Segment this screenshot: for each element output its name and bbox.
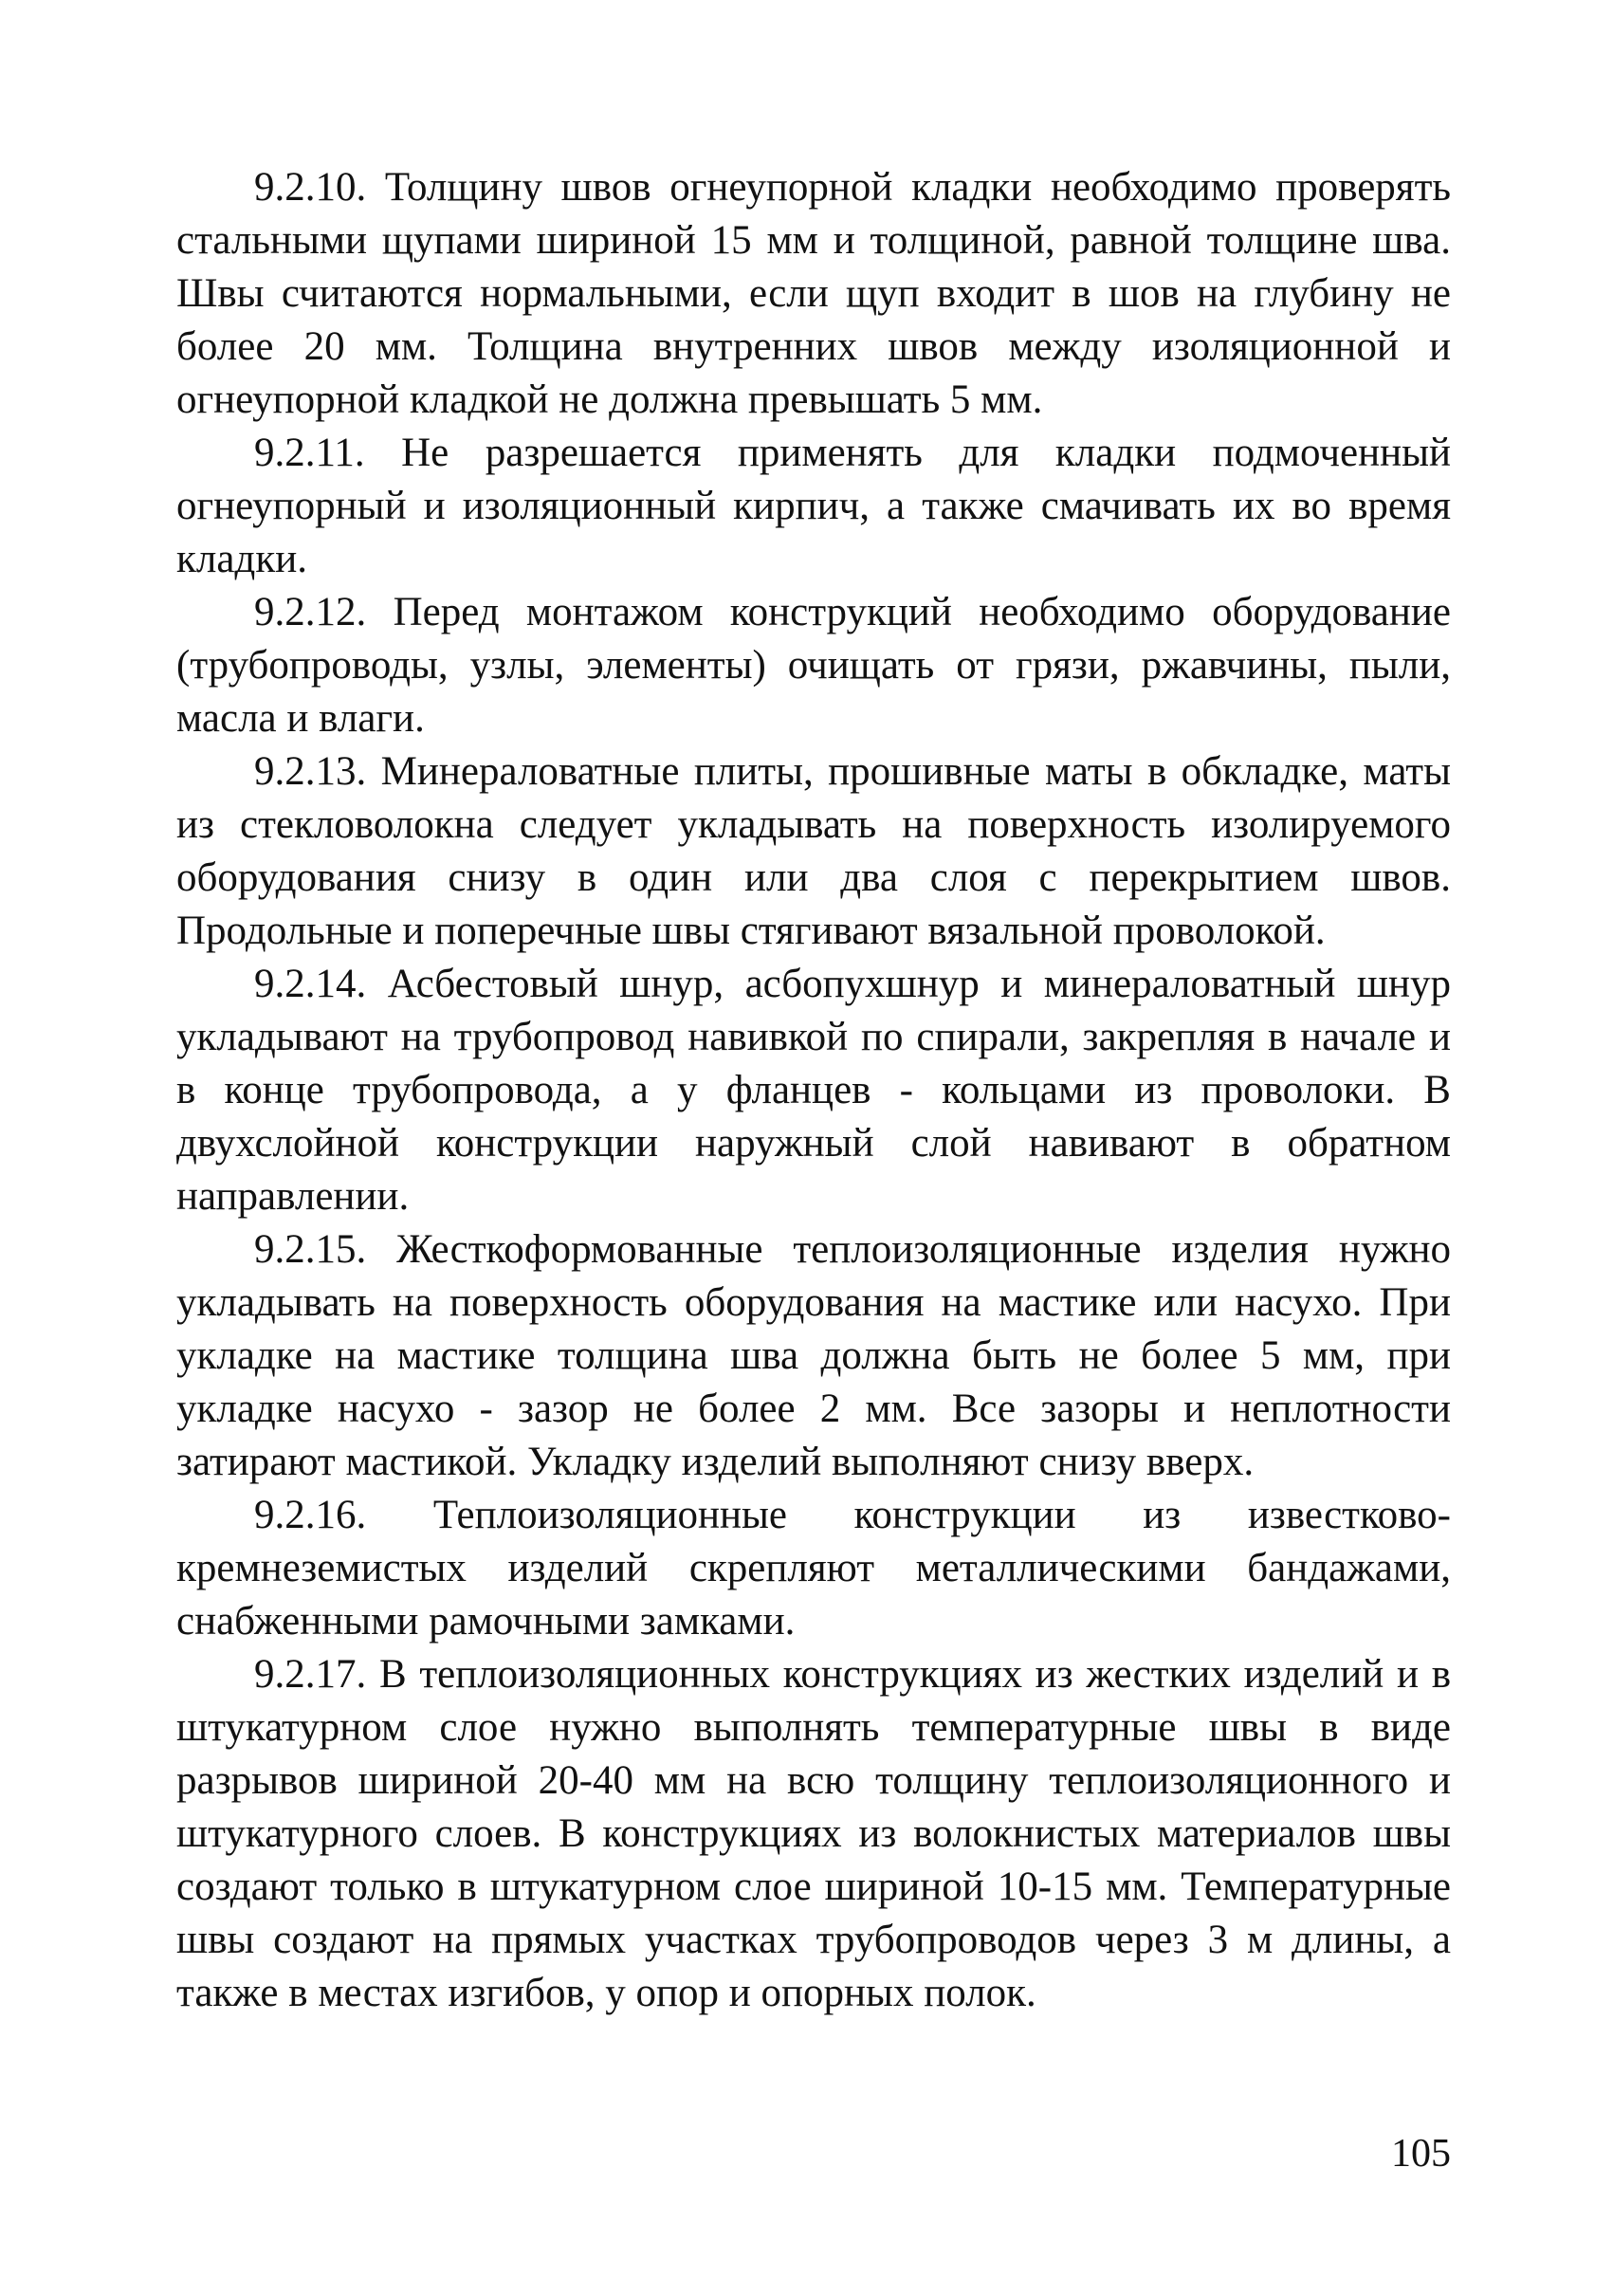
paragraph-9-2-12: 9.2.12. Перед монтажом конструкций необходимо оборудование (трубопроводы, узлы, элементы) очищать от грязи, ржавчины, пыли, масла и влаги. <box>176 590 1451 741</box>
paragraph-9-2-10: 9.2.10. Толщину швов огнеупорной кладки необходимо проверять стальными щупами шириной 15 мм и толщиной, равной толщине шва. Швы считаются нормальными, если щуп входит в шов на глубину не более 20 мм. Толщина внутренних швов между изоляционной и огнеупорной кладкой не должна превышать 5 мм. <box>176 165 1451 422</box>
paragraph-9-2-14: 9.2.14. Асбестовый шнур, асбопухшнур и минераловатный шнур укладывают на трубопровод навивкой по спирали, закрепляя в начале и в конце трубопровода, а у фланцев - кольцами из проволоки. В двухслойной конструкции наружный слой навивают в обратном направлении. <box>176 962 1451 1219</box>
paragraph-9-2-17: 9.2.17. В теплоизоляционных конструкциях из жестких изделий и в штукатурном слое нужно выполнять температурные швы в виде разрывов шириной 20-40 мм на всю толщину теплоизоляционного и штукатурного слоев. В конструкциях из волокнистых материалов швы создают только в штукатурном слое шириной 10-15 мм. Температурные швы создают на прямых участках трубопроводов через 3 м длины, а также в местах изгибов, у опор и опорных полок. <box>176 1652 1451 2015</box>
paragraph-9-2-13: 9.2.13. Минераловатные плиты, прошивные маты в обкладке, маты из стекловолокна следует укладывать на поверхность изолируемого оборудования снизу в один или два слоя с перекрытием швов. Продольные и поперечные швы стягивают вязальной проволокой. <box>176 749 1451 953</box>
paragraph-9-2-15: 9.2.15. Жесткоформованные теплоизоляционные изделия нужно укладывать на поверхность оборудования на мастике или насухо. При укладке на мастике толщина шва должна быть не более 5 мм, при укладке насухо - зазор не более 2 мм. Все зазоры и неплотности затирают мастикой. Укладку изделий выполняют снизу вверх. <box>176 1227 1451 1484</box>
paragraph-9-2-11: 9.2.11. Не разрешается применять для кладки подмоченный огнеупорный и изоляционный кирпич, а также смачивать их во время кладки. <box>176 431 1451 581</box>
body-text <box>176 161 1451 2020</box>
page-number: 105 <box>1391 2132 1451 2176</box>
paragraph-9-2-16: 9.2.16. Теплоизоляционные конструкции из известково-кремнеземистых изделий скрепляют металлическими бандажами, снабженными рамочными замками. <box>176 1493 1451 1644</box>
